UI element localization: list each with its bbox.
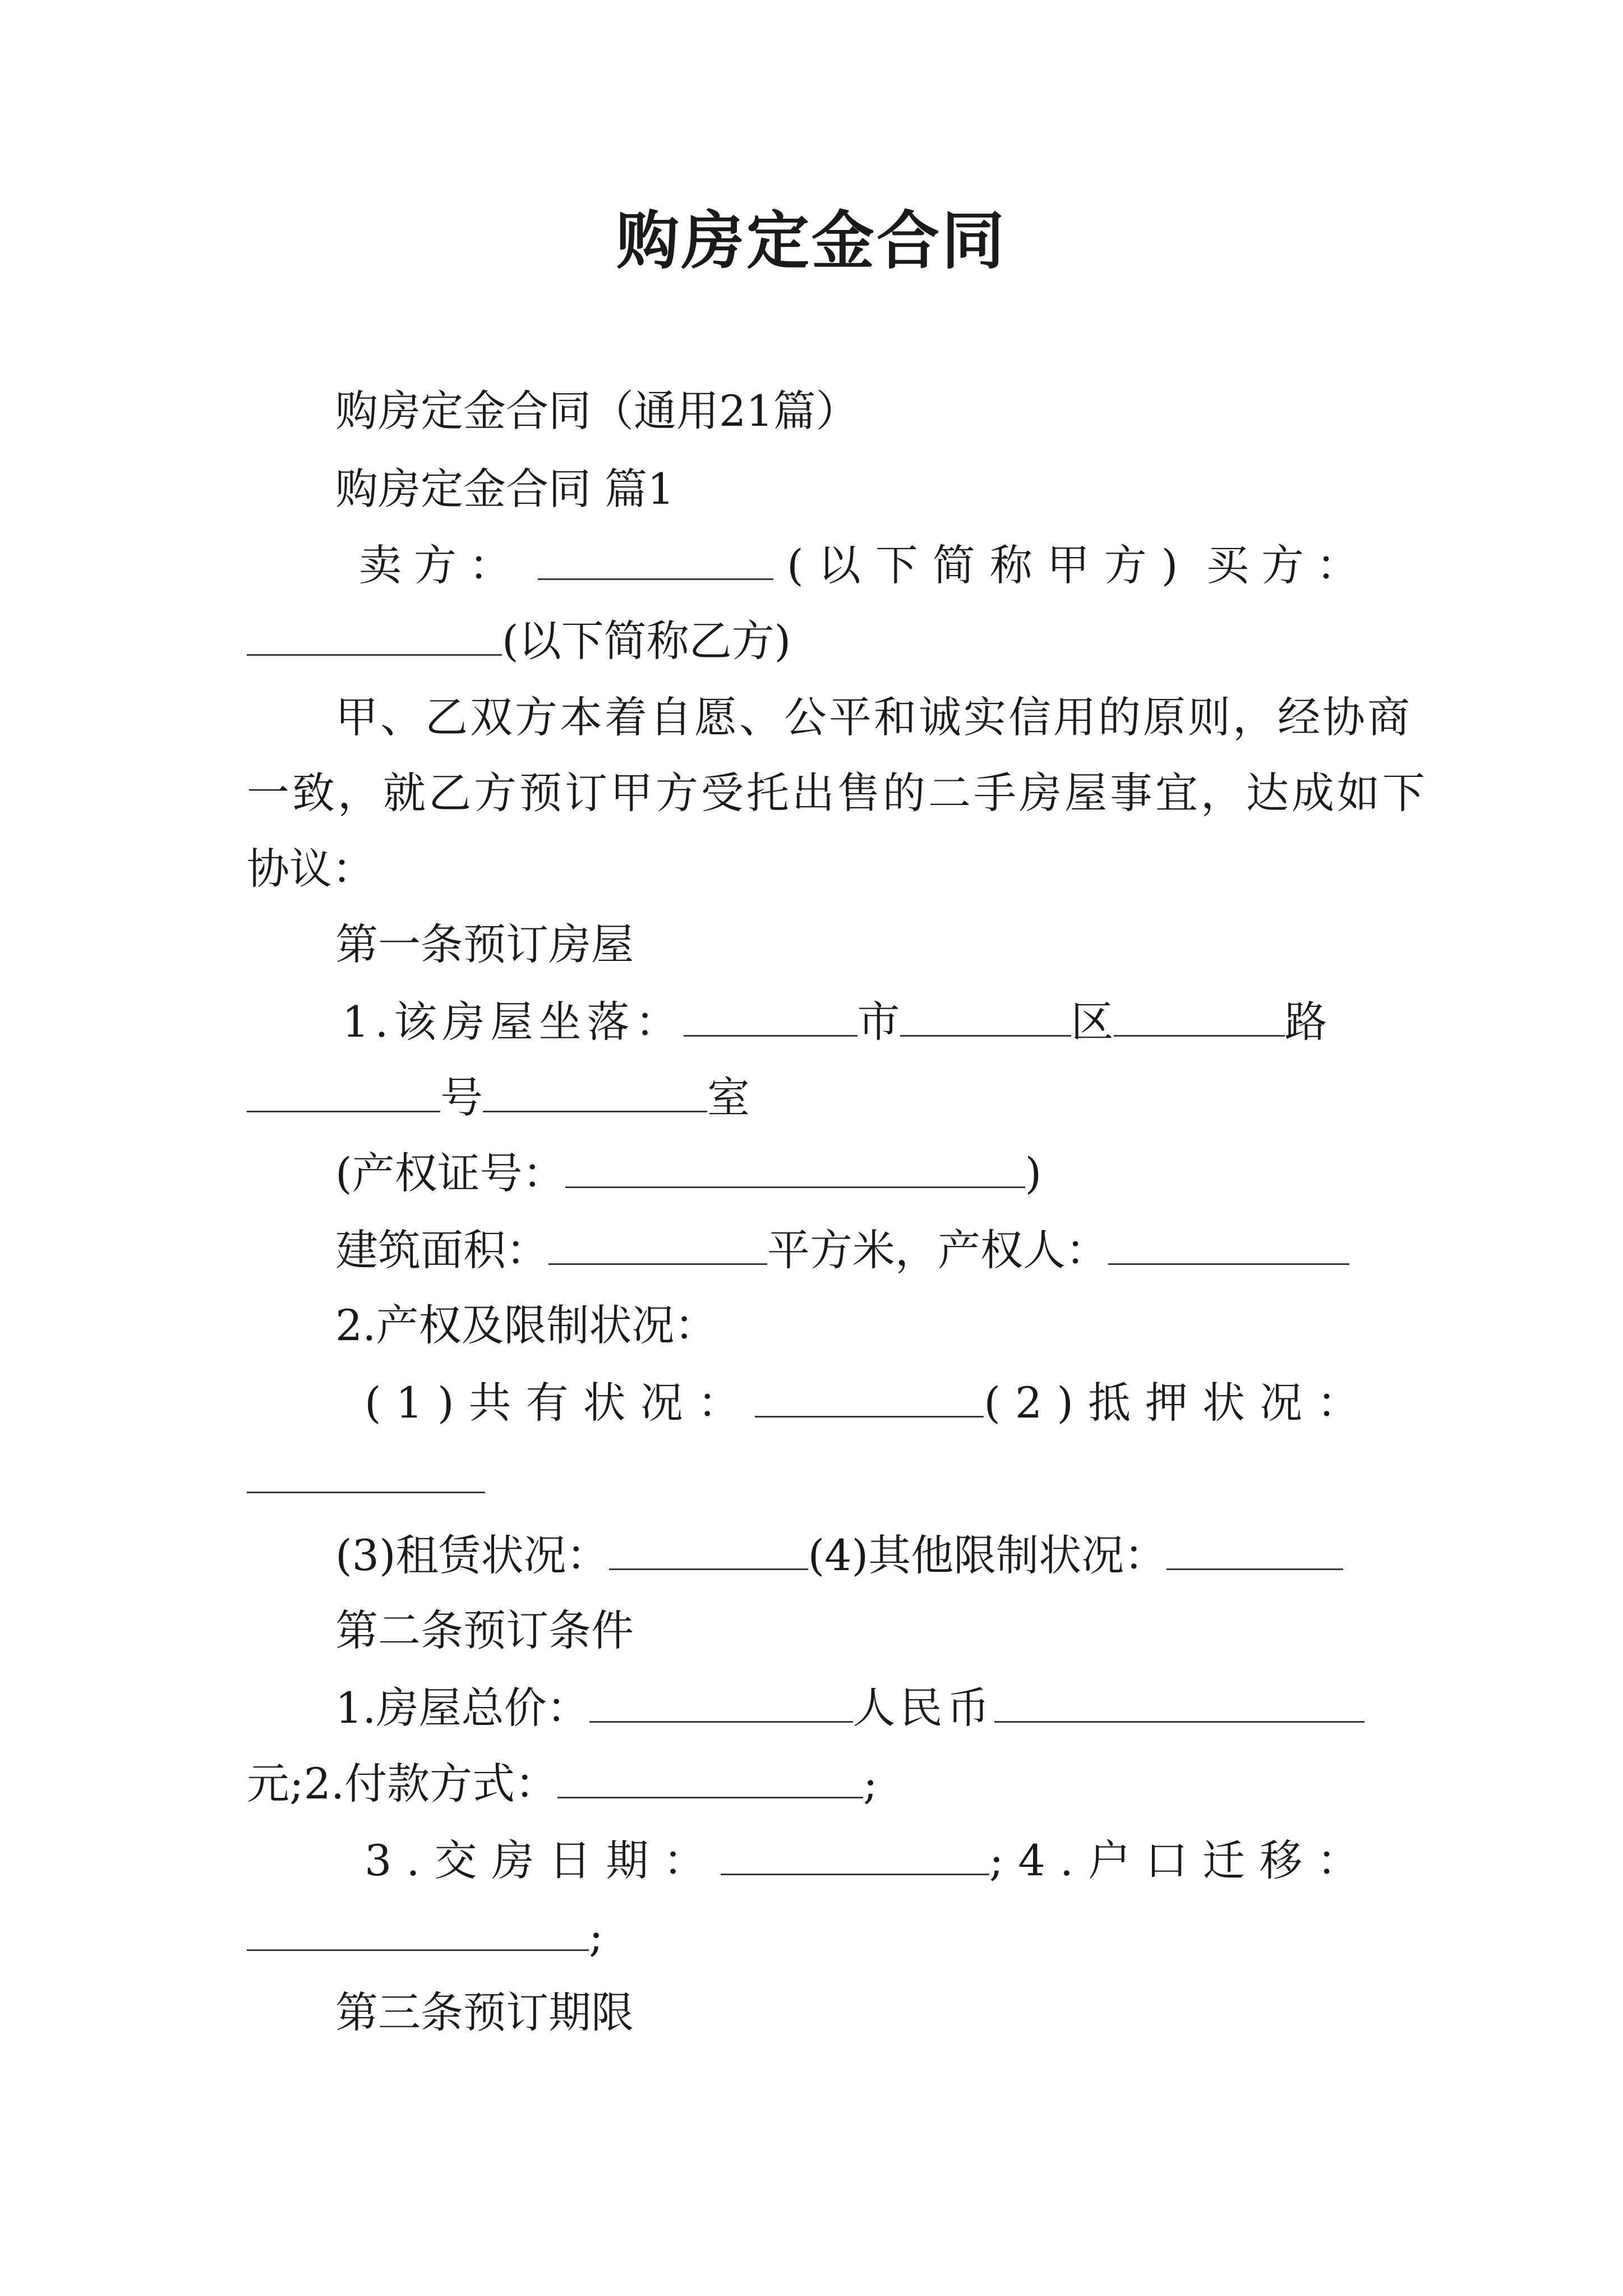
intro-line-3: 协议： <box>247 844 375 894</box>
buyer-label: 买方： <box>1206 540 1371 590</box>
buyer-suffix: (以下简称乙方) <box>502 616 791 666</box>
city-blank <box>684 993 857 1037</box>
cert-line <box>335 1145 1041 1202</box>
area-label: 建筑面积： <box>335 1225 548 1275</box>
cert-open: (产权证号： <box>335 1148 565 1198</box>
area-unit: 平方米，产权人： <box>767 1225 1108 1275</box>
rmb-label: 人民币 <box>852 1683 994 1733</box>
other-blank <box>1166 1527 1343 1570</box>
area-line <box>335 1222 1349 1278</box>
seller-suffix: (以下简称甲方) <box>787 540 1193 590</box>
chapter-heading: 购房定金合同 篇1 <box>335 464 675 514</box>
status-heading: 2.产权及限制状况： <box>335 1300 717 1350</box>
rmb-blank <box>994 1680 1364 1723</box>
payment-label: 元;2.付款方式： <box>247 1759 558 1809</box>
co-owned-label: (1)共有状况： <box>365 1378 755 1428</box>
hukou-blank <box>247 1908 589 1951</box>
room-label: 室 <box>707 1073 750 1122</box>
district-label: 区 <box>1071 997 1114 1047</box>
hukou-semicolon: ; <box>589 1911 603 1961</box>
status-line-3 <box>335 1527 1343 1584</box>
mortgage-blank <box>247 1450 485 1493</box>
document-title: 购房定金合同 <box>616 204 1007 278</box>
number-blank <box>247 1069 440 1112</box>
price-line <box>335 1680 1364 1736</box>
handover-label: 3.交房日期： <box>365 1835 721 1885</box>
seller-label: 卖方： <box>359 540 524 590</box>
lease-blank <box>609 1527 808 1570</box>
hukou-label: ;4.户口迁移： <box>989 1835 1374 1885</box>
number-label: 号 <box>440 1073 483 1122</box>
location-label: 1.该房屋坐落： <box>342 997 684 1047</box>
article3-heading: 第三条预订期限 <box>335 1987 634 2037</box>
cert-close: ) <box>1025 1148 1042 1198</box>
room-blank <box>483 1069 707 1112</box>
city-label: 市 <box>857 997 900 1047</box>
mortgage-line-2 <box>247 1450 485 1507</box>
seller-blank <box>538 537 773 580</box>
payment-blank <box>557 1755 863 1798</box>
price-blank <box>589 1680 853 1723</box>
co-owned-blank <box>755 1374 984 1418</box>
payment-line <box>247 1755 878 1812</box>
cert-blank <box>565 1145 1025 1188</box>
other-label: (4)其他限制状况： <box>808 1530 1167 1580</box>
mortgage-label: (2)抵押状况： <box>984 1378 1374 1428</box>
status-line-1 <box>365 1374 1374 1431</box>
buyer-blank <box>247 613 502 656</box>
handover-line <box>365 1832 1374 1889</box>
intro-line-1: 甲、乙双方本着自愿、公平和诚实信用的原则，经协商 <box>335 692 1412 742</box>
location-line-1 <box>342 993 1377 1050</box>
buyer-line <box>247 613 791 669</box>
location-line-2 <box>247 1069 750 1126</box>
article1-heading: 第一条预订房屋 <box>335 919 634 969</box>
payment-semicolon: ; <box>863 1759 878 1809</box>
handover-blank <box>721 1832 989 1875</box>
article2-heading: 第二条预订条件 <box>335 1605 634 1655</box>
owner-blank <box>1108 1222 1349 1265</box>
road-blank <box>1114 993 1285 1037</box>
lease-label: (3)租赁状况： <box>335 1530 609 1580</box>
road-label: 路 <box>1284 997 1327 1047</box>
price-label: 1.房屋总价： <box>335 1683 589 1733</box>
intro-line-2: 一致，就乙方预订甲方受托出售的二手房屋事宜，达成如下 <box>247 768 1428 818</box>
document-subtitle: 购房定金合同（通用21篇） <box>335 386 859 436</box>
area-blank <box>548 1222 767 1265</box>
hukou-line-2 <box>247 1908 603 1964</box>
district-blank <box>900 993 1071 1037</box>
parties-line <box>359 537 1371 593</box>
